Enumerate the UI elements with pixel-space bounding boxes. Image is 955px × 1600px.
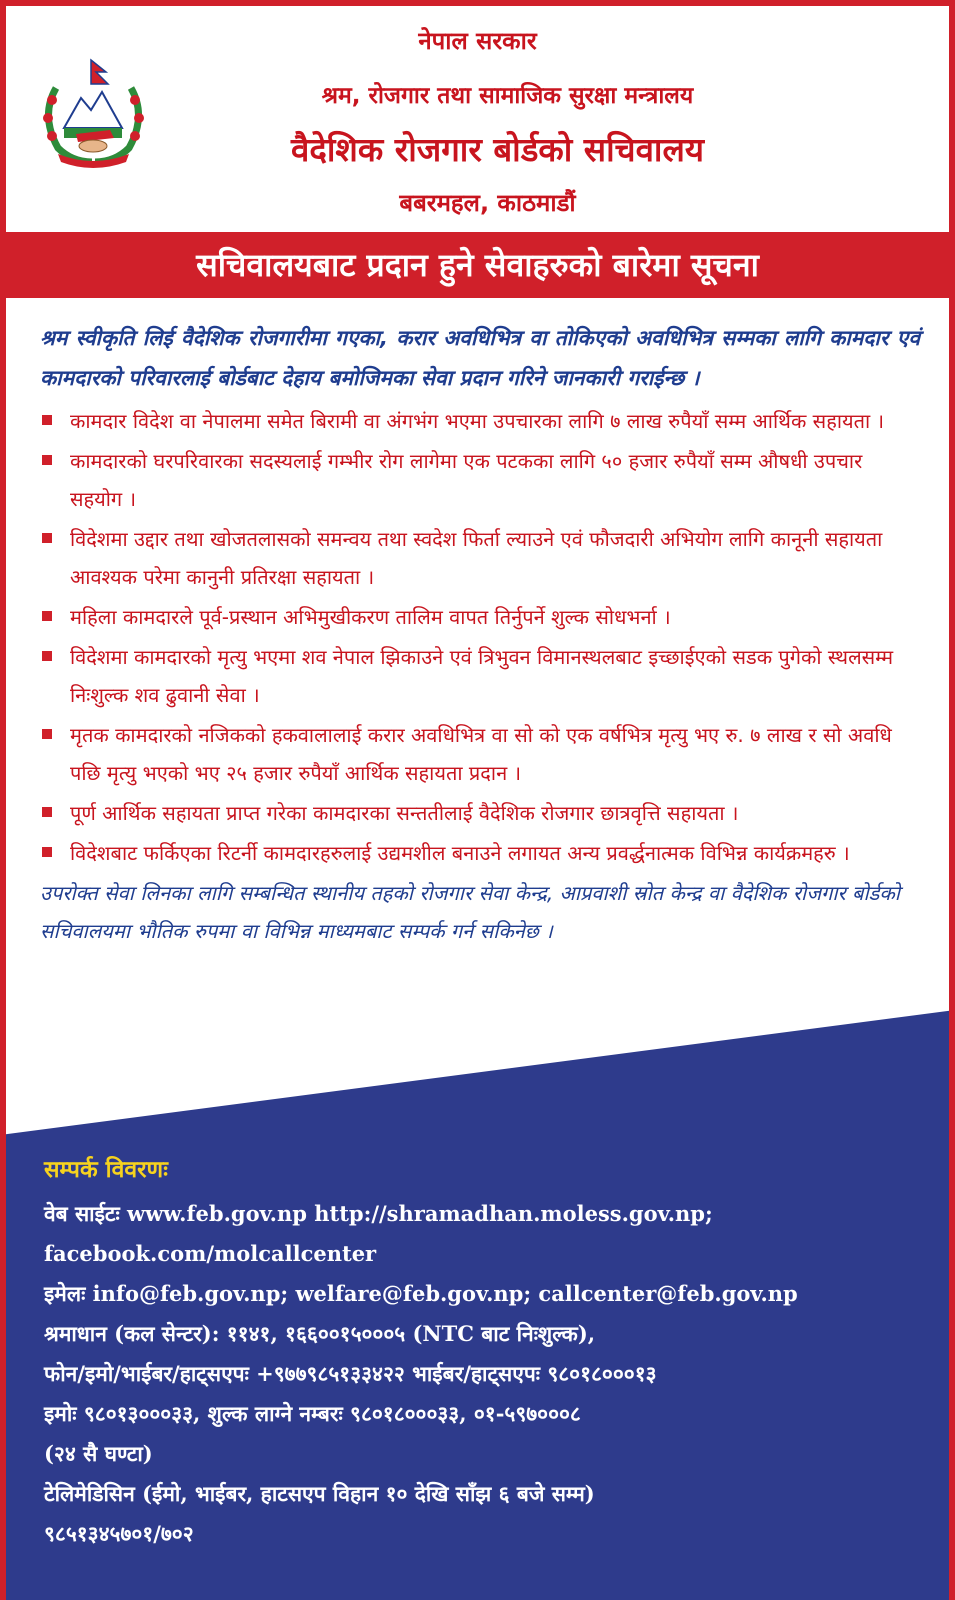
service-text: महिला कामदारले पूर्व-प्रस्थान अभिमुखीकरण तालिम वापत तिर्नुपर्ने शुल्क सोधभर्ना । [70, 605, 671, 629]
red-frame-right [949, 0, 955, 1600]
notice-body [40, 318, 920, 950]
square-bullet-icon [42, 651, 52, 661]
square-bullet-icon [42, 807, 52, 817]
services-list [40, 402, 920, 872]
contact-phone: फोन/इमो/भाईबर/हाट्सएपः +९७७९८५१३३४२२ भाईबर/हाट्सएपः ९८०१८०००१३ [44, 1361, 657, 1386]
square-bullet-icon [42, 611, 52, 621]
square-bullet-icon [42, 729, 52, 739]
service-item [40, 638, 920, 714]
service-text: कामदार विदेश वा नेपालमा समेत बिरामी वा अंगभंग भएमा उपचारका लागि ७ लाख रुपैयाँ सम्म आर्थिक सहायता । [70, 409, 885, 433]
service-text: कामदारको घरपरिवारका सदस्यलाई गम्भीर रोग लागेमा एक पटकका लागि ५० हजार रुपैयाँ सम्म औषधी उपचार सहयोग । [70, 449, 863, 511]
outro-paragraph: उपरोक्त सेवा लिनका लागि सम्बन्धित स्थानीय तहको रोजगार सेवा केन्द्र, आप्रवाशी स्रोत केन्द्र वा वैदेशिक रोजगार बोर्डको सचिवालयमा भौतिक रुपमा वा विभिन्न माध्यमबाट सम्पर्क गर्न सकिनेछ । [40, 881, 900, 943]
service-text: विदेशमा उद्दार तथा खोजतलासको समन्वय तथा स्वदेश फिर्ता ल्याउने एवं फौजदारी अभियोग लागि कानूनी सहायता आवश्यक परेमा कानुनी प्रतिरक्षा सहायता । [70, 527, 883, 589]
contact-title: सम्पर्क विवरणः [44, 1156, 168, 1183]
contact-facebook: facebook.com/molcallcenter [44, 1241, 377, 1266]
service-item [40, 598, 920, 636]
contact-email: इमेलः info@feb.gov.np; welfare@feb.gov.np; callcenter@feb.gov.np [44, 1281, 798, 1306]
contact-telemedicine-numbers: ९८५१३४५७०१/७०२ [44, 1521, 194, 1546]
service-text: पूर्ण आर्थिक सहायता प्राप्त गरेका कामदारका सन्ततीलाई वैदेशिक रोजगार छात्रवृत्ति सहायता । [70, 801, 739, 825]
service-text: विदेशबाट फर्किएका रिटर्नी कामदारहरुलाई उद्यमशील बनाउने लगायत अन्य प्रवर्द्धनात्मक विभिन्न कार्यक्रमहरु । [70, 841, 850, 865]
service-item [40, 794, 920, 832]
service-item [40, 442, 920, 518]
square-bullet-icon [42, 847, 52, 857]
contact-website: वेब साईटः www.feb.gov.np http://shramadhan.moless.gov.np; [44, 1201, 713, 1226]
contact-callcenter: श्रमाधान (कल सेन्टर): ११४१, १६६००१५०००५ (NTC बाट निःशुल्क), [44, 1321, 596, 1346]
service-item [40, 716, 920, 792]
contact-telemedicine: टेलिमेडिसिन (ईमो, भाईबर, हाटसएप विहान १० देखि साँझ ६ बजे सम्म) [44, 1481, 595, 1506]
service-item [40, 520, 920, 596]
red-frame-left [0, 0, 6, 1600]
government-label: नेपाल सरकार [418, 27, 537, 55]
ministry-name: श्रम, रोजगार तथा सामाजिक सुरक्षा मन्त्रालय [321, 83, 694, 109]
service-item [40, 834, 920, 872]
address: बबरमहल, काठमाडौं [399, 189, 576, 217]
notice-title-banner: सचिवालयबाट प्रदान हुने सेवाहरुको बारेमा सूचना [6, 232, 949, 298]
contact-imo: इमोः ९८०१३०००३३, शुल्क लाग्ने नम्बरः ९८०१८०००३३, ०१-५९७०००८ [44, 1401, 581, 1426]
service-text: मृतक कामदारको नजिकको हकवालालाई करार अवधिभित्र वा सो को एक वर्षभित्र मृत्यु भए रु. ७ लाख र सो अवधि पछि मृत्यु भएको भए २५ हजार रुपैयाँ आर्थिक सहायता प्रदान । [70, 723, 892, 785]
square-bullet-icon [42, 533, 52, 543]
contact-details [44, 1150, 924, 1554]
square-bullet-icon [42, 455, 52, 465]
service-item [40, 402, 920, 440]
contact-hours: (२४ सै घण्टा) [44, 1441, 153, 1466]
service-text: विदेशमा कामदारको मृत्यु भएमा शव नेपाल झिकाउने एवं त्रिभुवन विमानस्थलबाट इच्छाईएको सडक पुगेको स्थलसम्म निःशुल्क शव ढुवानी सेवा । [70, 645, 894, 707]
red-frame-top [0, 0, 955, 6]
board-secretariat-name: वैदेशिक रोजगार बोर्डको सचिवालय [291, 130, 704, 169]
intro-paragraph: श्रम स्वीकृति लिई वैदेशिक रोजगारीमा गएका, करार अवधिभित्र वा तोकिएको अवधिभित्र सम्मका लागि कामदार एवं कामदारको परिवारलाई बोर्डबाट देहाय बमोजिमका सेवा प्रदान गरिने जानकारी गराईन्छ । [40, 326, 920, 390]
square-bullet-icon [42, 415, 52, 425]
